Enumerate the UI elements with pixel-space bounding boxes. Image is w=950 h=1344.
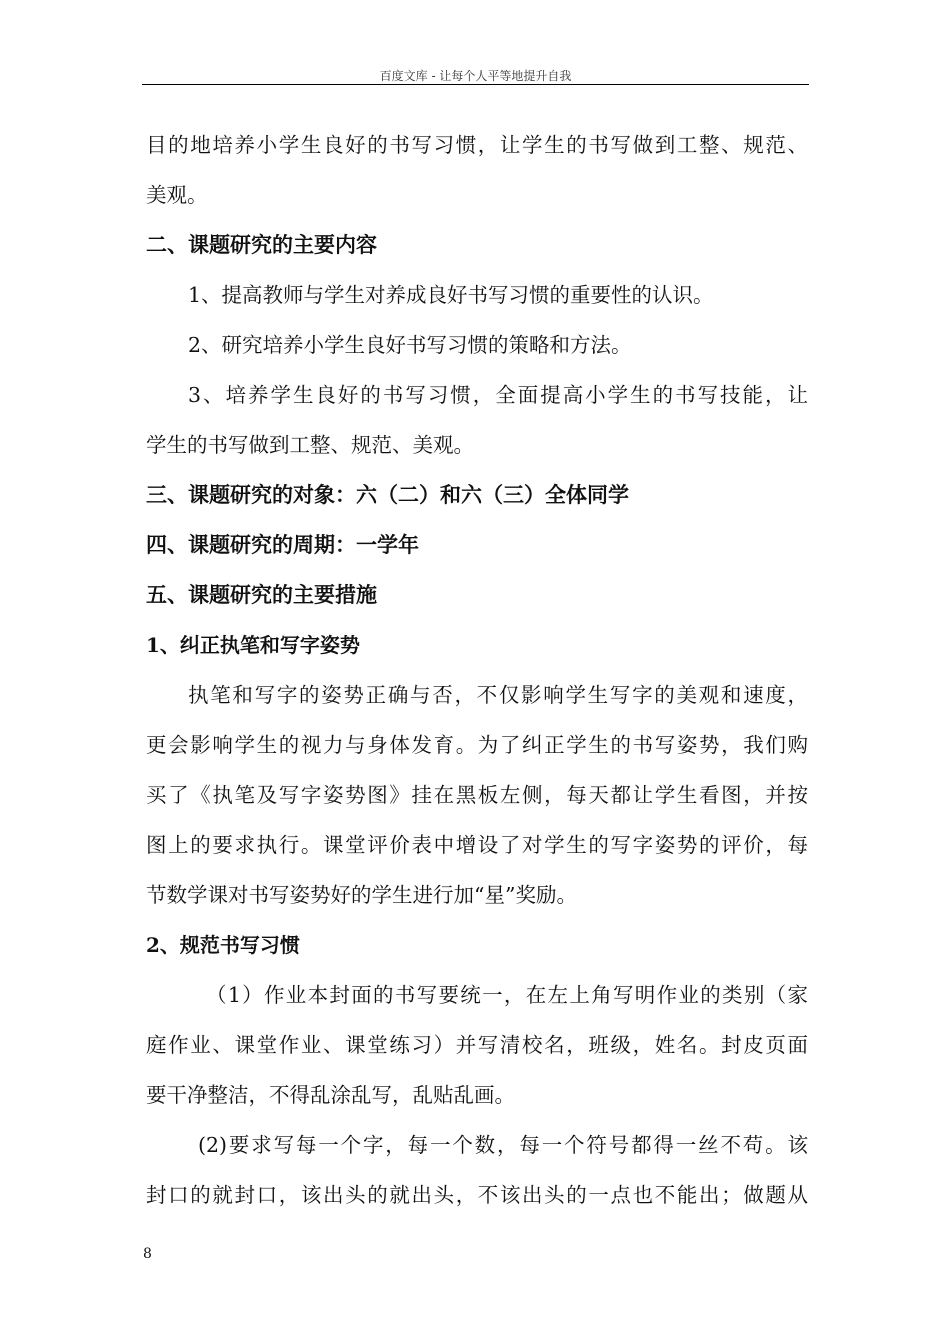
paragraph-line: （1）作业本封面的书写要统一，在左上角写明作业的类别（家 — [206, 983, 808, 1007]
section-heading: 二、课题研究的主要内容 — [146, 232, 377, 257]
paragraph-line: 执笔和写字的姿势正确与否，不仅影响学生写字的美观和速度， — [188, 683, 808, 707]
paragraph-line: 庭作业、课堂作业、课堂练习）并写清校名，班级，姓名。封皮页面 — [146, 1033, 808, 1057]
paragraph-line: 目的地培养小学生良好的书写习惯，让学生的书写做到工整、规范、 — [146, 133, 808, 157]
paragraph-line: 美观。 — [146, 183, 208, 207]
section-heading: 三、课题研究的对象：六（二）和六（三）全体同学 — [146, 482, 629, 507]
paragraph-line: 学生的书写做到工整、规范、美观。 — [146, 433, 474, 457]
paragraph-line: 图上的要求执行。课堂评价表中增设了对学生的写字姿势的评价，每 — [146, 833, 808, 857]
section-heading: 四、课题研究的周期：一学年 — [146, 532, 419, 557]
page-number: 8 — [143, 1246, 152, 1262]
paragraph-line: 节数学课对书写姿势好的学生进行加“星”奖励。 — [146, 883, 577, 907]
paragraph-line: 1、提高教师与学生对养成良好书写习惯的重要性的认识。 — [188, 283, 714, 307]
section-heading: 五、课题研究的主要措施 — [146, 582, 377, 607]
paragraph-line: 要干净整洁，不得乱涂乱写，乱贴乱画。 — [146, 1083, 515, 1107]
paragraph-line: 更会影响学生的视力与身体发育。为了纠正学生的书写姿势，我们购 — [146, 733, 808, 757]
paragraph-line: 3、培养学生良好的书写习惯，全面提高小学生的书写技能，让 — [188, 383, 808, 407]
header-text: 百度文库 - 让每个人平等地提升自我 — [379, 69, 572, 83]
paragraph-line: 2、研究培养小学生良好书写习惯的策略和方法。 — [188, 333, 632, 357]
paragraph-line: 买了《执笔及写字姿势图》挂在黑板左侧，每天都让学生看图，并按 — [146, 783, 808, 807]
paragraph-line: 封口的就封口，该出头的就出头，不该出头的一点也不能出；做题从 — [146, 1183, 808, 1207]
section-heading: 2、规范书写习惯 — [146, 933, 300, 957]
page-header — [142, 64, 809, 85]
paragraph-line: (2)要求写每一个字，每一个数，每一个符号都得一丝不苟。该 — [198, 1133, 808, 1157]
section-heading: 1、纠正执笔和写字姿势 — [146, 633, 360, 657]
document-body — [146, 120, 808, 1220]
